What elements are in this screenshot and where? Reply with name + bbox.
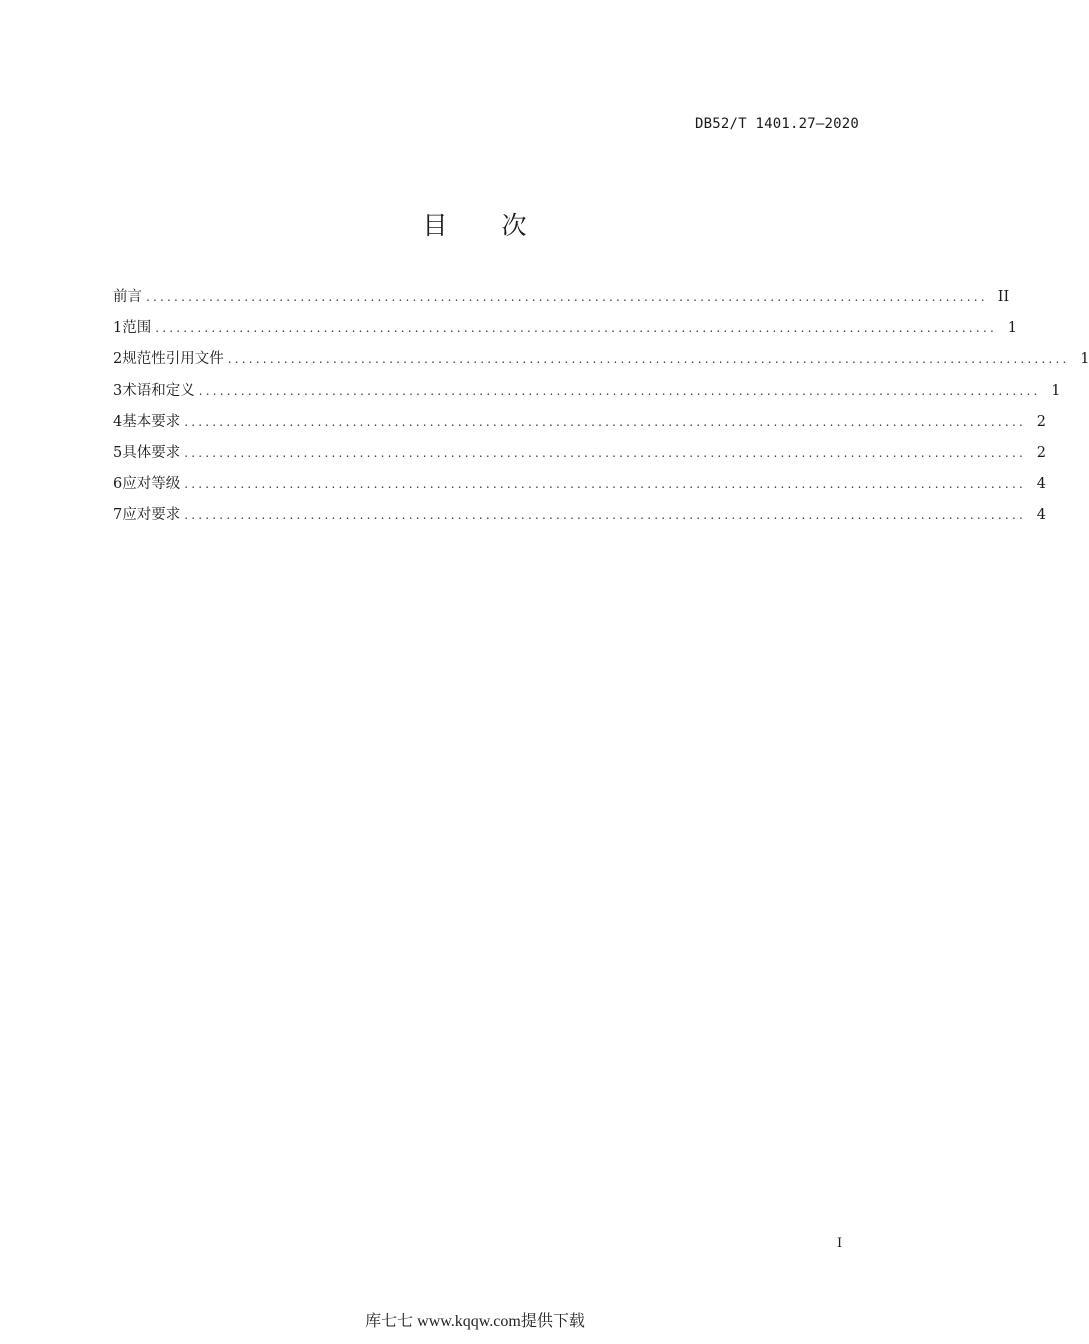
toc-leader-dots: ........................................................................................................................: [184, 508, 1026, 523]
toc-entry-1[interactable]: [113, 316, 1017, 347]
toc-entry-text: 前言: [113, 289, 142, 305]
toc-entry-2[interactable]: [113, 347, 1089, 378]
toc-entry-5[interactable]: [113, 441, 1046, 472]
toc-entry-6[interactable]: [113, 472, 1046, 503]
toc-entry-3[interactable]: [113, 379, 1061, 410]
toc-entry-number: 4: [113, 413, 123, 430]
toc-entry-number: 5: [113, 444, 123, 461]
toc-entry-7[interactable]: [113, 503, 1046, 534]
toc-entry-number: 6: [113, 476, 123, 493]
toc-entry-text: 具体要求: [122, 444, 181, 461]
toc-entry-page: 2: [1036, 444, 1046, 461]
download-watermark: 库七七 www.kqqw.com提供下载: [365, 1313, 585, 1330]
toc-entry-text: 范围: [122, 320, 152, 337]
toc-entry-number: 7: [113, 507, 123, 524]
toc-entry-page: 1: [1080, 351, 1089, 368]
toc-entry-number: 1: [113, 320, 123, 337]
toc-entry-text: 应对要求: [122, 507, 181, 524]
table-of-contents: [113, 285, 1089, 535]
toc-leader-dots: ........................................................................................................................: [184, 414, 1026, 429]
toc-leader-dots: ........................................................................................................................: [184, 477, 1026, 492]
toc-entry-4[interactable]: [113, 410, 1046, 441]
toc-entry-foreword[interactable]: [113, 285, 1010, 316]
toc-entry-page: 1: [1051, 382, 1061, 399]
standard-code: DB52/T 1401.27—2020: [695, 116, 859, 132]
toc-entry-page: 4: [1036, 476, 1046, 493]
page-number: I: [837, 1236, 843, 1251]
toc-entry-text: 规范性引用文件: [122, 351, 224, 368]
toc-entry-number: 2: [113, 351, 123, 368]
toc-leader-dots: ........................................................................................................................: [146, 290, 988, 304]
toc-entry-text: 基本要求: [122, 413, 181, 430]
toc-entry-page: 4: [1036, 507, 1046, 524]
toc-entry-text: 应对等级: [122, 476, 181, 493]
toc-entry-number: 3: [113, 382, 123, 399]
toc-entry-text: 术语和定义: [122, 382, 195, 399]
toc-entry-page: 1: [1007, 320, 1017, 337]
toc-leader-dots: ........................................................................................................................: [155, 321, 997, 336]
toc-title: 目 次: [422, 211, 528, 240]
toc-leader-dots: ........................................................................................................................: [198, 383, 1041, 398]
toc-leader-dots: ........................................................................................................................: [184, 445, 1026, 460]
toc-entry-page: 2: [1036, 413, 1046, 430]
toc-leader-dots: ........................................................................................................................: [227, 352, 1070, 367]
toc-entry-page: II: [997, 289, 1010, 305]
